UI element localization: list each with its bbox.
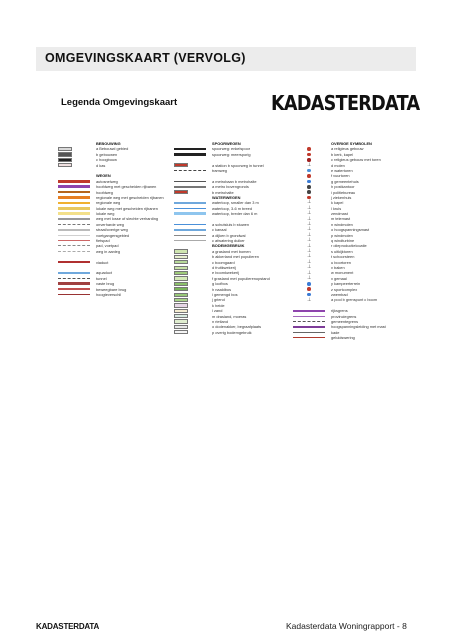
legend-swatch [174,212,206,215]
legend-item-label: b metrohalte [212,189,234,195]
legend-swatch [174,235,206,236]
legend-swatch [174,163,188,167]
legend-column-2 [174,141,284,335]
legend-item-label: i gemengd bos [212,291,238,297]
legend-swatch [174,325,188,329]
legend-swatch [58,163,72,167]
legend-item-label: y kampeerterrein [331,281,361,287]
legend-item-label: c religieus gebouw met toren [331,157,381,163]
legend-item-label: straat/overige weg [96,227,128,233]
legend-column-1 [58,141,178,297]
legend-swatch: ⊥ [307,274,312,281]
legend-swatch: ⊥ [307,210,312,217]
legend-item-label: s uitkijktoren [331,248,353,254]
legend-swatch [307,282,311,286]
legend-swatch: ⊥ [307,221,312,228]
legend-swatch [174,293,188,297]
legend-swatch [293,321,325,322]
legend-item-label: o hoogspanningsmast [331,227,370,233]
legend-item-label: a pool b grenspunt c boom [331,297,378,303]
legend-item-label: BODEMGEBRUIK [212,243,245,249]
legend-item-label: x gemaal [331,275,347,281]
legend-item-label: a schutsluis b stuwen [212,221,249,227]
legend-swatch [307,147,311,151]
legend-swatch: ⊥ [307,258,312,265]
legend-item-label: voetgangersgebied [96,232,130,238]
legend-item-label: n windmolen [331,221,353,227]
legend-item-label: OVERIGE SYMBOLEN [331,141,372,146]
legend-swatch [293,332,325,333]
legend-swatch [307,287,311,291]
legend-swatch [174,260,188,264]
section-title: OMGEVINGSKAART (VERVOLG) [45,51,246,65]
legend-item-label: b akkerland met populieren [212,254,259,260]
legend-item-label: c kanaal [212,227,227,233]
legend-item-label: waterloop, 3-6 m breed [212,205,253,211]
legend-item-label: tramweg [212,167,227,173]
legend-item-label: r olieproductielocatie [331,243,367,249]
legend-item-label: hoofdweg [96,189,113,195]
legend-item-label: b kerk, kapel [331,151,354,157]
legend-swatch [58,229,90,230]
legend-swatch: ⊥ [307,199,312,206]
legend-item-label: g gemeentehuis [331,178,359,184]
legend-item-label: i politiebureau [331,189,356,195]
legend-item-label: a grasland met bomen [212,248,251,254]
legend-item-label: weg in aanleg [96,248,121,254]
legend-item-label: a station b spoorweg in tunnel [212,162,264,168]
legend-item-label: rijksgrens [331,308,348,314]
legend-item-label: autosnelweg [96,178,118,184]
legend-item-label: WATERWEGEN [212,194,241,200]
legend-swatch [58,218,90,219]
legend-item-label: j ziekenhuis [331,194,352,200]
legend-swatch [58,152,72,156]
legend-swatch [58,235,90,236]
legend-swatch [174,271,188,275]
legend-swatch [58,240,90,241]
legend-swatch [58,207,90,210]
legend-item-label: waterloop, smaller dan 3 m [212,200,259,206]
legend-item-label: hoofdweg met gescheiden rijbanen [96,184,157,190]
legend-swatch [174,148,206,149]
legend-item-label: hoogspanningsleiding met mast [331,324,386,330]
legend-swatch [58,180,90,183]
legend-swatch: ⊥ [307,204,312,211]
legend-swatch: ⊥ [307,296,312,303]
legend-item-label: f grasland met populierenopstand [212,275,270,281]
legend-swatch [307,153,311,157]
legend-item-label: lokale weg [96,211,115,217]
legend-swatch [307,185,311,189]
legend-swatch [58,272,90,275]
legend-item-label: p overig bodemgebruik [212,329,252,335]
legend-item-label: a metro bovengronds [212,184,249,190]
legend-swatch: ⊥ [307,248,312,254]
legend-swatch: ⊥ [307,253,312,260]
legend-item-label: tunnel [96,275,107,281]
legend-column-3 [293,141,405,340]
legend-item-label: u boortoren [331,259,351,265]
legend-item-label: aquaduct [96,270,113,276]
legend-swatch [174,170,206,171]
section-header [36,47,416,71]
legend-item-label: zendmast [331,211,348,217]
legend-swatch [174,208,206,209]
legend-swatch [174,202,206,203]
legend-swatch [58,288,90,291]
legend-item-label: fietspad [96,238,110,244]
legend-item-label: geluidswering [331,335,355,341]
legend-swatch: ⊥ [307,269,312,276]
legend-swatch [58,224,90,225]
legend-item-label: v baken [331,264,345,270]
legend-item-label: c afwatering duiker [212,238,245,244]
legend-item-label: p windmolen [331,232,353,238]
legend-swatch: ⊥ [307,264,312,271]
legend-item-label: e watertoren [331,167,353,173]
legend-swatch: ⊥ [307,226,312,233]
legend-swatch [293,326,325,327]
legend-swatch [293,337,325,338]
legend-item-label: j griend [212,297,225,303]
legend-item-label: regionale weg [96,200,121,206]
legend-swatch [174,249,188,253]
legend-swatch [174,255,188,259]
legend-swatch [58,245,90,246]
legend-swatch: ⊥ [307,242,312,249]
legend-swatch [174,303,188,307]
legend-swatch [174,276,188,280]
legend-swatch [174,229,206,230]
legend-item-label: w monument [331,270,354,276]
legend-swatch [174,309,188,313]
legend-item-label: a religieus gebouw [331,146,364,152]
legend-item-label: SPOORWEGEN [212,141,241,146]
legend-swatch [174,153,206,156]
legend-item [58,292,178,297]
legend-item-label: q windturbine [331,238,355,244]
legend-swatch [58,196,90,199]
legend-swatch [174,314,188,318]
brand-logo: KADASTERDATA [271,91,420,115]
legend-item-label: a metrobaan b metrohalte [212,178,257,184]
legend-swatch [58,191,90,194]
legend-item-label: provinciegrens [331,313,357,319]
legend-item-label: spoorweg: meersporig [212,151,251,157]
legend-item-label: zwembad [331,291,348,297]
legend-swatch [174,240,206,241]
legend-item [293,335,405,340]
legend-item-label: f vuurtoren [331,173,350,179]
legend-swatch [174,330,188,334]
legend-item-label: e boomkwekerij [212,270,240,276]
legend-item-label: l kruis [331,205,342,211]
legend-swatch [174,282,188,286]
legend-swatch [58,294,90,295]
legend-item-label: k kapel [331,200,344,206]
legend-swatch [174,186,206,187]
footer-page-label: Kadasterdata Woningrapport - 8 [286,621,407,631]
legend-swatch [174,319,188,323]
legend-item-label: t schoorsteen [331,254,355,260]
legend-item-label: d fruitkwekerij [212,264,236,270]
legend-title: Legenda Omgevingskaart [61,97,178,108]
legend-item-label: beweegbare brug [96,286,127,292]
legend-swatch: ⊥ [307,161,312,168]
legend-item-label: m drasland, moeras [212,313,247,319]
legend-item-label: l zand [212,308,223,314]
legend-swatch [174,287,188,291]
legend-item-label: WEGEN [96,173,111,179]
legend-swatch [58,185,90,188]
legend-swatch [58,158,72,162]
legend-swatch: ⊥ [307,237,312,244]
legend-item-label: regionale weg met gescheiden rijbanen [96,194,164,200]
legend-item-label: lokale weg met gescheiden rijbanen [96,205,158,211]
legend-item-label: o dodenakker, begraafplaats [212,324,262,330]
legend-swatch [58,251,90,252]
legend-item-label: weg met losse of slechte verharding [96,216,159,222]
legend-swatch [174,224,206,225]
legend-item-label: h postkantoor [331,184,355,190]
legend-swatch [307,169,311,173]
legend-swatch [174,298,188,302]
legend-item-label: a Bebouwd gebied [96,146,129,152]
legend-item-label: kade [331,329,340,335]
legend-item-label: onverharde weg [96,221,124,227]
legend-item-label: n rietland [212,318,229,324]
legend-swatch [58,282,90,285]
legend-item-label: g loofbos [212,281,228,287]
legend-item-label: viaduct [96,259,109,265]
footer-brand: KADASTERDATA [36,622,100,631]
legend-swatch [58,212,90,215]
legend-item-label: pad, voetpad [96,243,119,249]
legend-swatch [307,180,311,184]
legend-item-label: z sportcomplex [331,286,358,292]
legend-item-label: m telemast [331,216,351,222]
legend-item-label: vaste brug [96,281,115,287]
legend-item-label: BEBOUWING [96,141,121,146]
legend-swatch: ⊥ [307,231,312,238]
legend-swatch [58,261,90,264]
legend-item-label: k heide [212,302,225,308]
legend-item-label: a dijken b grondwal [212,232,246,238]
legend-item-label: hoogteverschil [96,291,122,297]
legend-swatch [293,316,325,317]
legend-swatch [307,190,311,194]
legend-swatch [174,190,188,194]
legend-item [174,330,284,335]
legend-item-label: b gebouwen [96,151,118,157]
legend-item-label: c hoogbouw [96,157,117,163]
legend-item-label: gemeentegrens [331,318,359,324]
legend-swatch: ⊥ [307,215,312,222]
legend-item-label: d molen [331,162,345,168]
legend-swatch [58,202,90,205]
legend-item-label: d kas [96,162,106,168]
legend-swatch [174,181,206,182]
legend-swatch [58,278,90,279]
legend-swatch [307,293,311,297]
legend-swatch [293,310,325,311]
legend-item-label: spoorweg: enkelspoor [212,146,251,152]
legend-swatch [174,266,188,270]
legend-swatch [307,174,311,178]
legend-swatch [58,147,72,151]
legend-item-label: h naaldbos [212,286,232,292]
legend-item-label: c boomgaard [212,259,235,265]
legend-item-label: waterloop, breder dan 6 m [212,211,258,217]
